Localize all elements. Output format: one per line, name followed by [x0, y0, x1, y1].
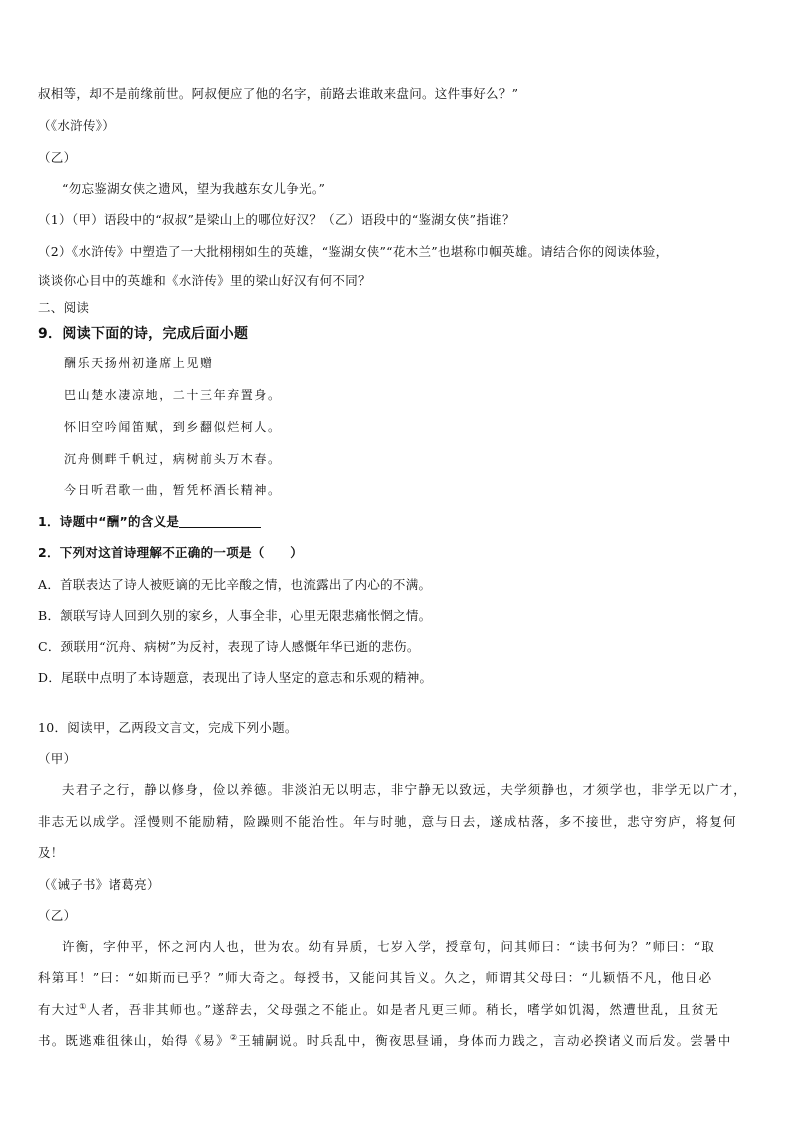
subquestion-text: 1．诗题中“酬”的含义是 — [38, 514, 180, 529]
question-line: （2）《水浒传》中塑造了一大批栩栩如生的英雄，“鉴湖女侠”“花木兰”也堪称巾帼英雄。请结合你的阅读体验， — [38, 244, 669, 259]
poem-line: 巴山楚水凄凉地，二十三年弃置身。 — [64, 388, 282, 402]
poem-line: 沉舟侧畔千帆过，病树前头万木春。 — [64, 452, 282, 466]
poem-line: 今日听君歌一曲，暂凭杯酒长精神。 — [64, 483, 282, 497]
classical-text-line — [38, 1031, 731, 1049]
text-fragment: 人者，吾非其师也。”遂辞去，父母强之不能止。如是者凡更三师。稍长，嗜学如饥渴，然遭世乱，且贫无 — [87, 1002, 720, 1017]
classical-text-line — [38, 1000, 719, 1018]
classical-text-line: 非志无以成学。淫慢则不能励精，险躁则不能治性。年与时驰，意与日去，遂成枯落，多不接世，悲守穷庐，将复何 — [38, 814, 737, 829]
section-label: （甲） — [38, 751, 77, 766]
option-c: C．颈联用“沉舟、病树”为反衬，表现了诗人感慨年华已逝的悲伤。 — [38, 639, 420, 654]
footnote-marker: ② — [229, 1032, 239, 1042]
classical-text-line: 夫君子之行，静以修身，俭以养德。非淡泊无以明志，非宁静无以致远，夫学须静也，才须学也，非学无以广才， — [62, 782, 748, 797]
subquestion-1 — [38, 512, 261, 530]
option-d: D．尾联中点明了本诗题意，表现出了诗人坚定的意志和乐观的精神。 — [38, 670, 433, 685]
classical-text-line: 及！ — [38, 845, 64, 860]
classical-text-line: 许衡，字仲平，怀之河内人也，世为农。幼有异质，七岁入学，授章句，问其师曰：“读书何为？”师曰：“取 — [62, 939, 715, 954]
answer-blank[interactable] — [179, 515, 261, 528]
text-fragment: 王辅嗣说。时兵乱中，衡夜思昼诵，身体而力践之，言动必揆诸义而后发。尝暑中 — [238, 1033, 732, 1048]
option-a: A．首联表达了诗人被贬谪的无比辛酸之情，也流露出了内心的不满。 — [38, 577, 432, 592]
question-title: 9．阅读下面的诗，完成后面小题 — [38, 326, 249, 342]
section-heading: 二、阅读 — [38, 300, 90, 315]
section-label: （乙） — [38, 908, 77, 923]
question-title: 10．阅读甲，乙两段文言文，完成下列小题。 — [38, 720, 298, 735]
text-fragment: 有大过 — [38, 1002, 80, 1017]
source-citation: （《诫子书》诸葛亮） — [38, 877, 160, 892]
classical-text-line: 科第耳！”曰：“如斯而已乎？”师大奇之。每授书，又能问其旨义。久之，师谓其父母曰：“儿颖悟不凡，他日必 — [38, 970, 713, 985]
text-line: （《水浒传》） — [38, 118, 116, 133]
subquestion-2: 2．下列对这首诗理解不正确的一项是（ ） — [38, 545, 303, 560]
question-line: 谈谈你心目中的英雄和《水浒传》里的梁山好汉有何不同？ — [38, 273, 371, 288]
option-b: B．颔联写诗人回到久别的家乡，人事全非，心里无限悲痛怅惘之情。 — [38, 608, 432, 623]
poem-line: 怀旧空吟闻笛赋，到乡翻似烂柯人。 — [64, 420, 282, 434]
text-line: （乙） — [38, 150, 77, 165]
poem-title: 酬乐天扬州初逢席上见赠 — [64, 356, 214, 370]
quote-line: “勿忘鉴湖女侠之遗风，望为我越东女儿争光。” — [62, 181, 326, 196]
text-fragment: 书。既逃难徂徕山，始得《易》 — [38, 1033, 230, 1048]
text-line: 叔相等，却不是前缘前世。阿叔便应了他的名字，前路去谁敢来盘问。这件事好么？” — [38, 86, 519, 101]
question-line: （1）（甲）语段中的“叔叔”是梁山上的哪位好汉？（乙）语段中的“鉴湖女侠”指谁？ — [38, 212, 515, 227]
footnote-marker: ① — [79, 1001, 88, 1011]
